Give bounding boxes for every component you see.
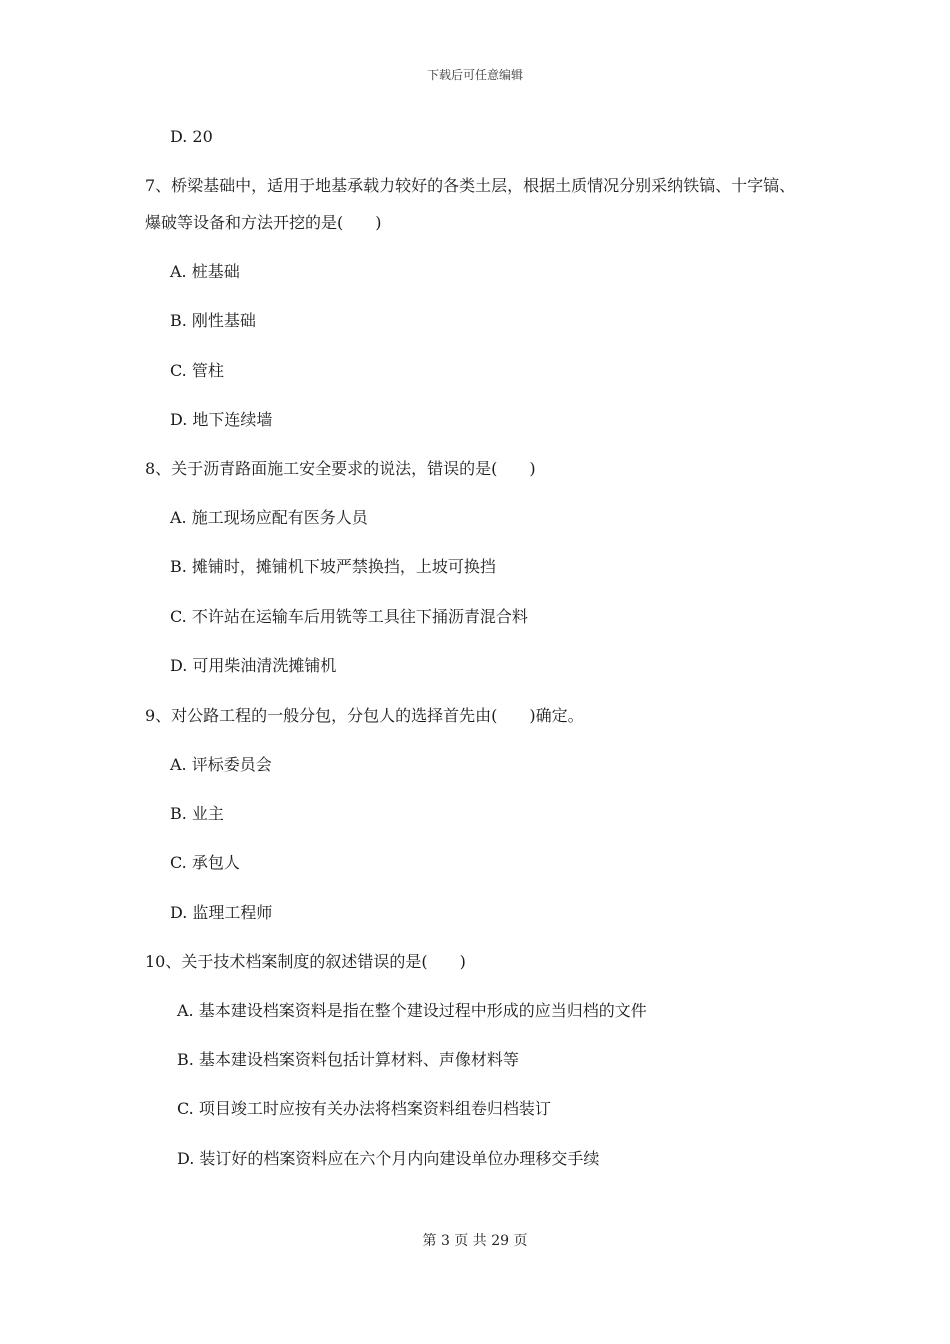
- option-7b: B. 刚性基础: [170, 311, 256, 330]
- option-9d: D. 监理工程师: [170, 903, 273, 922]
- page-header: 下载后可任意编辑: [426, 68, 523, 82]
- option-10d: D. 装订好的档案资料应在六个月内向建设单位办理移交手续: [177, 1149, 600, 1168]
- question-9: 9、对公路工程的一般分包，分包人的选择首先由( )确定。: [145, 706, 584, 725]
- page-footer: 第 3 页 共 29 页: [422, 1233, 528, 1249]
- option-8a: A. 施工现场应配有医务人员: [170, 508, 368, 527]
- option-7d: D. 地下连续墙: [170, 410, 273, 429]
- question-7-line-1: 7、桥梁基础中，适用于地基承载力较好的各类土层，根据土质情况分别采纳铁镐、十字镐、: [145, 176, 796, 195]
- option-9a: A. 评标委员会: [170, 755, 272, 774]
- option-9b: B. 业主: [170, 804, 224, 823]
- option-10a: A. 基本建设档案资料是指在整个建设过程中形成的应当归档的文件: [177, 1001, 647, 1020]
- option-8d: D. 可用柴油清洗摊铺机: [170, 656, 337, 675]
- question-7-line-2: 爆破等设备和方法开挖的是( ): [145, 213, 382, 232]
- option-9c: C. 承包人: [170, 853, 240, 872]
- option-8b: B. 摊铺时，摊铺机下坡严禁换挡，上坡可换挡: [170, 557, 496, 576]
- option-8c: C. 不许站在运输车后用铣等工具往下捅沥青混合料: [170, 607, 528, 626]
- option-10b: B. 基本建设档案资料包括计算材料、声像材料等: [177, 1050, 519, 1069]
- question-10: 10、关于技术档案制度的叙述错误的是( ): [145, 952, 466, 971]
- question-8: 8、关于沥青路面施工安全要求的说法，错误的是( ): [145, 459, 536, 478]
- option-7c: C. 管柱: [170, 361, 224, 380]
- option-10c: C. 项目竣工时应按有关办法将档案资料组卷归档装订: [177, 1099, 551, 1118]
- option-6d: D. 20: [170, 127, 213, 146]
- option-7a: A. 桩基础: [170, 262, 240, 281]
